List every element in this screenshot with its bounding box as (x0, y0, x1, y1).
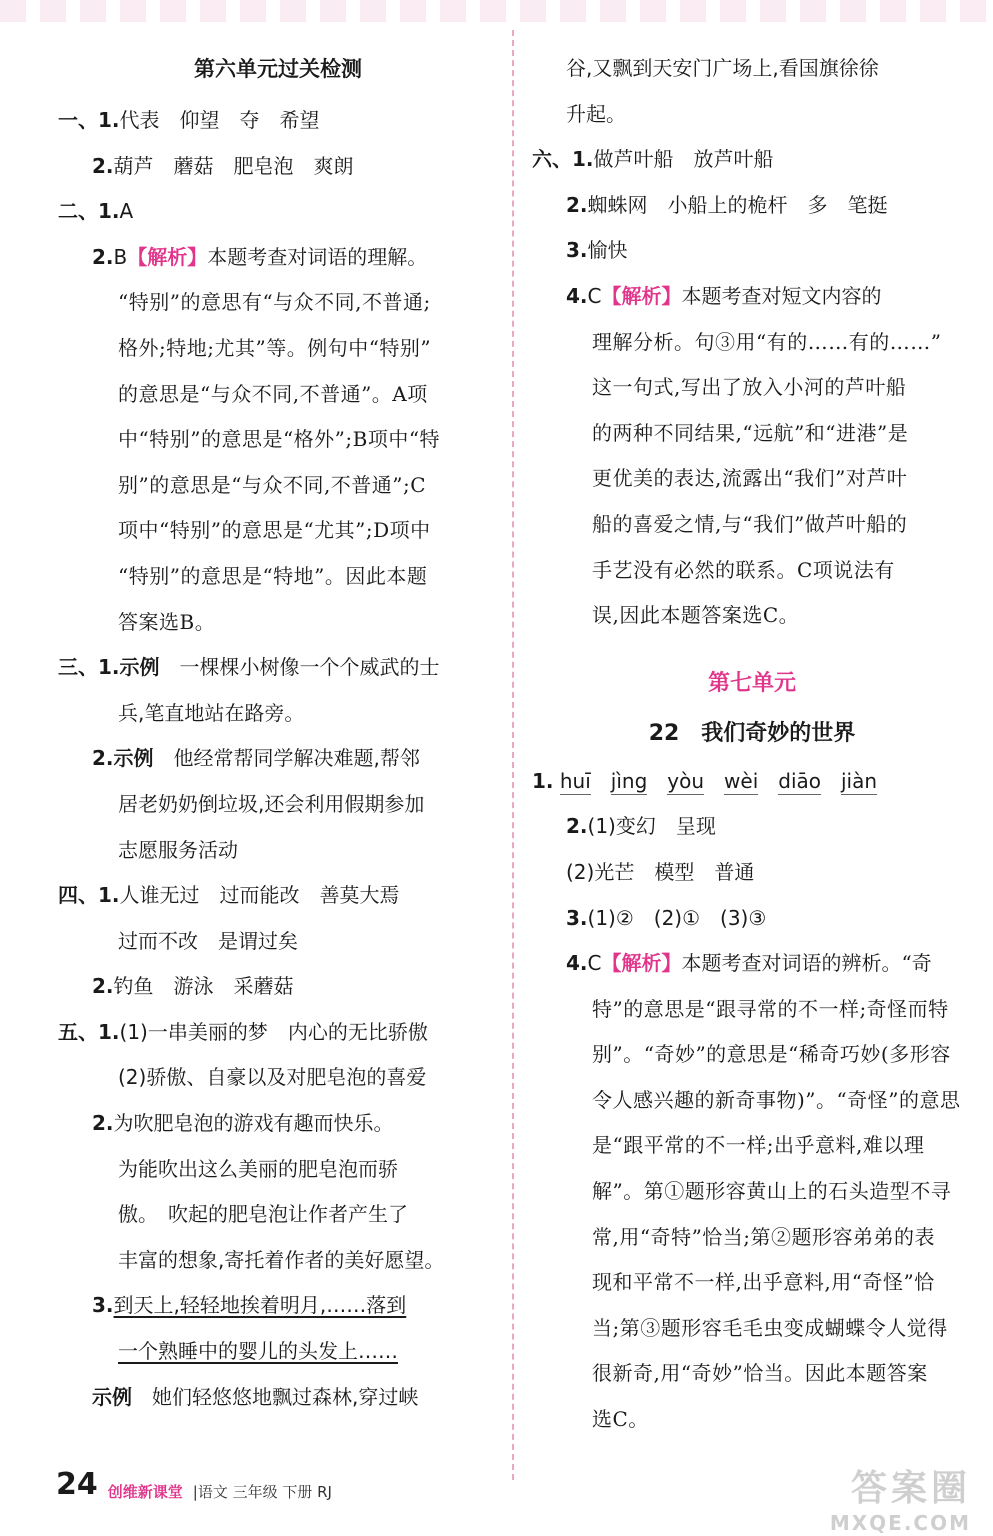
analysis-text: 格外;特地;尤其”等。例句中“特别” (118, 335, 432, 360)
pinyin-list (560, 769, 897, 793)
answer-text: 做芦叶船 放芦叶船 (593, 147, 774, 172)
analysis-text: 别”。“奇妙”的意思是“稀奇巧妙(多形容 (592, 1042, 951, 1067)
answer-text: 钓鱼 游泳 采蘑菇 (113, 974, 294, 999)
example-label: 示例 (119, 655, 180, 680)
analysis-text: “特别”的意思有“与众不同,不普通; (118, 290, 431, 315)
answer-line (58, 1238, 498, 1284)
answer-line (58, 873, 498, 919)
answer-text: 居老奶奶倒垃圾,还会利用假期参加 (118, 791, 425, 816)
page-number: 24 (56, 1467, 98, 1502)
answer-line (58, 144, 498, 190)
answer-line (532, 274, 972, 320)
top-decoration-band (0, 0, 993, 22)
answer-text: 为吹肥皂泡的游戏有趣而快乐。 (113, 1111, 394, 1136)
book-info: |语文 三年级 下册 RJ (192, 1483, 332, 1501)
answer-text: (2)光芒 模型 普通 (566, 859, 755, 884)
answer-text: 愉快 (587, 238, 628, 263)
answer-line (58, 189, 498, 235)
answer-text: B (113, 244, 128, 269)
answer-number: 三、1. (58, 655, 120, 680)
answer-number: 4. (566, 951, 588, 976)
answer-number: 3. (92, 1293, 114, 1318)
answer-line (532, 1397, 972, 1443)
answer-line (532, 1260, 972, 1306)
answer-line (532, 1123, 972, 1169)
section-title: 第六单元过关检测 (194, 57, 362, 81)
answer-line (58, 691, 498, 737)
analysis-text: 是“跟平常的不一样;出乎意料,难以理 (592, 1133, 925, 1158)
answer-text: 兵,笔直地站在路旁。 (118, 700, 305, 725)
answer-line (58, 1283, 498, 1329)
pinyin-item: jiàn (841, 768, 878, 793)
analysis-text: 船的喜爱之情,与“我们”做芦叶船的 (592, 511, 908, 536)
answer-line (532, 183, 972, 229)
answer-line (58, 828, 498, 874)
analysis-tag: 【解析】 (127, 244, 208, 269)
unit-title: 第七单元 (707, 670, 796, 696)
answer-text: 人谁无过 过而能改 善莫大焉 (119, 883, 400, 908)
answer-text: 志愿服务活动 (118, 837, 238, 862)
analysis-text: 本题考查对词语的理解。 (207, 244, 428, 269)
answer-line (532, 1351, 972, 1397)
answer-text: 葫芦 蘑菇 肥皂泡 爽朗 (113, 153, 354, 178)
watermark-url: MXQE.COM (829, 1511, 971, 1535)
answer-text: 过而不改 是谓过矣 (118, 928, 298, 953)
answer-line (532, 502, 972, 548)
answer-line (58, 736, 498, 782)
analysis-text: 的意思是“与众不同,不普通”。A项 (118, 381, 428, 406)
answer-number: 3. (566, 238, 588, 263)
analysis-text: 别”的意思是“与众不同,不普通”;C (118, 472, 427, 497)
answer-number: 六、1. (532, 147, 594, 172)
answer-text: 升起。 (566, 101, 626, 126)
answer-line (532, 411, 972, 457)
page-footer (56, 1462, 332, 1502)
left-column (58, 40, 498, 1420)
answer-line (58, 235, 498, 281)
answer-text: 到天上,轻轻地挨着明月,……落到 (113, 1293, 407, 1318)
answer-text: (1)变幻 呈现 (587, 814, 716, 839)
answer-text: 一棵棵小树像一个个威武的士 (179, 655, 440, 680)
answer-number: 2. (92, 244, 114, 269)
answer-line (532, 804, 972, 850)
analysis-text: “特别”的意思是“特地”。因此本题 (118, 563, 428, 588)
answer-number: 2. (92, 974, 114, 999)
pinyin-item: jìng (610, 768, 648, 793)
lesson-title: 22 我们奇妙的世界 (648, 720, 856, 746)
answer-line (58, 1192, 498, 1238)
answer-line (58, 1055, 498, 1101)
pinyin-row (532, 759, 972, 805)
analysis-tag: 【解析】 (601, 283, 682, 308)
answer-line (532, 456, 972, 502)
pinyin-item: huī (559, 768, 591, 793)
analysis-text: 手艺没有必然的联系。C项说法有 (592, 557, 895, 582)
answer-text: 一个熟睡中的婴儿的头发上…… (118, 1339, 398, 1364)
right-answer-lines-top (532, 46, 972, 639)
watermark-title: 答案圈 (850, 1468, 971, 1509)
answer-number: 一、1. (58, 108, 120, 132)
brand-name: 创维新课堂 (107, 1483, 183, 1501)
answer-line (532, 1169, 972, 1215)
analysis-text: 令人感兴趣的新奇事物)”。“奇怪”的意思 (592, 1087, 961, 1112)
answer-text: 傲。 吹起的肥皂泡让作者产生了 (118, 1202, 408, 1227)
analysis-text: 理解分析。句③用“有的……有的……” (592, 329, 942, 354)
answer-text: (1)② (2)① (3)③ (587, 905, 767, 930)
answer-text: 代表 仰望 夺 希望 (119, 108, 320, 132)
analysis-text: 选C。 (592, 1407, 649, 1432)
analysis-text: 项中“特别”的意思是“尤其”;D项中 (118, 518, 431, 543)
answer-number: 2. (92, 1111, 114, 1136)
answer-line (58, 326, 498, 372)
answer-number: 四、1. (58, 883, 120, 908)
pinyin-number: 1. (532, 768, 554, 793)
answer-text: 她们轻悠悠地飘过森林,穿过峡 (152, 1384, 419, 1409)
answer-line (532, 941, 972, 987)
answer-number: 2. (566, 814, 588, 839)
answer-line (58, 1101, 498, 1147)
right-column (532, 40, 972, 1443)
answer-line (532, 896, 972, 942)
analysis-text: 误,因此本题答案选C。 (592, 603, 800, 628)
answer-line (532, 987, 972, 1033)
answer-line (58, 463, 498, 509)
analysis-text: 的两种不同结果,“远航”和“进港”是 (592, 420, 909, 445)
answer-line (532, 228, 972, 274)
analysis-text: 特”的意思是“跟寻常的不一样;奇怪而特 (592, 996, 949, 1021)
example-label: 示例 (92, 1384, 152, 1409)
answer-line (532, 365, 972, 411)
answer-line (532, 1078, 972, 1124)
answer-number: 五、1. (58, 1019, 120, 1044)
answer-line (532, 850, 972, 896)
answer-text: A (119, 199, 134, 224)
answer-text: 谷,又飘到天安门广场上,看国旗徐徐 (566, 56, 879, 80)
example-label: 示例 (113, 746, 174, 771)
answer-line (58, 280, 498, 326)
answer-number: 3. (566, 905, 588, 930)
column-divider (512, 30, 514, 1480)
answer-line (58, 782, 498, 828)
answer-line (58, 964, 498, 1010)
answer-line (58, 554, 498, 600)
watermark (830, 1460, 971, 1535)
answer-line (58, 600, 498, 646)
answer-line (58, 417, 498, 463)
answer-line (532, 593, 972, 639)
answer-text: 他经常帮同学解决难题,帮邻 (173, 746, 420, 771)
answer-number: 2. (566, 192, 588, 217)
analysis-text: 更优美的表达,流露出“我们”对芦叶 (592, 466, 908, 491)
pinyin-item: diāo (778, 768, 821, 793)
answer-line (532, 46, 972, 92)
answer-line (58, 645, 498, 691)
answer-line (532, 320, 972, 366)
answer-line (58, 1147, 498, 1193)
answer-line (532, 1306, 972, 1352)
answer-line (532, 548, 972, 594)
answer-line (58, 1329, 498, 1375)
answer-line (58, 98, 498, 144)
analysis-text: 很新奇,用“奇妙”恰当。因此本题答案 (592, 1361, 928, 1386)
answer-line (58, 919, 498, 965)
answer-number: 2. (92, 746, 114, 771)
answer-line (58, 372, 498, 418)
answer-text: C (587, 951, 602, 976)
answer-number: 2. (92, 153, 114, 178)
analysis-text: 解”。第①题形容黄山上的石头造型不寻 (592, 1179, 952, 1204)
analysis-text: 这一句式,写出了放入小河的芦叶船 (592, 375, 907, 400)
right-answer-lines-bottom (532, 804, 972, 1442)
pinyin-item: wèi (724, 768, 759, 793)
analysis-text: 当;第③题形容毛毛虫变成蝴蝶令人觉得 (592, 1315, 948, 1340)
analysis-text: 现和平常不一样,出乎意料,用“奇怪”恰 (592, 1270, 935, 1295)
analysis-text: 答案选B。 (118, 609, 216, 634)
answer-text: 蜘蛛网 小船上的桅杆 多 笔挺 (587, 192, 888, 217)
answer-text: C (587, 283, 602, 308)
answer-number: 4. (566, 283, 588, 308)
answer-text: 丰富的想象,寄托着作者的美好愿望。 (118, 1247, 445, 1272)
analysis-text: 常,用“奇特”恰当;第②题形容弟弟的表 (592, 1224, 936, 1249)
analysis-text: 本题考查对词语的辨析。“奇 (681, 951, 932, 976)
pinyin-item: yòu (667, 768, 705, 793)
answer-line (58, 1375, 498, 1421)
analysis-text: 本题考查对短文内容的 (681, 283, 882, 308)
answer-line (58, 508, 498, 554)
answer-line (532, 1215, 972, 1261)
answer-line (532, 1032, 972, 1078)
answer-text: (2)骄傲、自豪以及对肥皂泡的喜爱 (118, 1065, 427, 1090)
answer-number: 二、1. (58, 199, 120, 224)
analysis-text: 中“特别”的意思是“格外”;B项中“特 (118, 427, 441, 452)
analysis-tag: 【解析】 (601, 951, 682, 976)
left-answer-lines (58, 98, 498, 1420)
answer-line (532, 92, 972, 138)
answer-text: 为能吹出这么美丽的肥皂泡而骄 (118, 1156, 398, 1181)
answer-text: (1)一串美丽的梦 内心的无比骄傲 (119, 1019, 428, 1044)
answer-line (532, 137, 972, 183)
answer-line (58, 1010, 498, 1056)
